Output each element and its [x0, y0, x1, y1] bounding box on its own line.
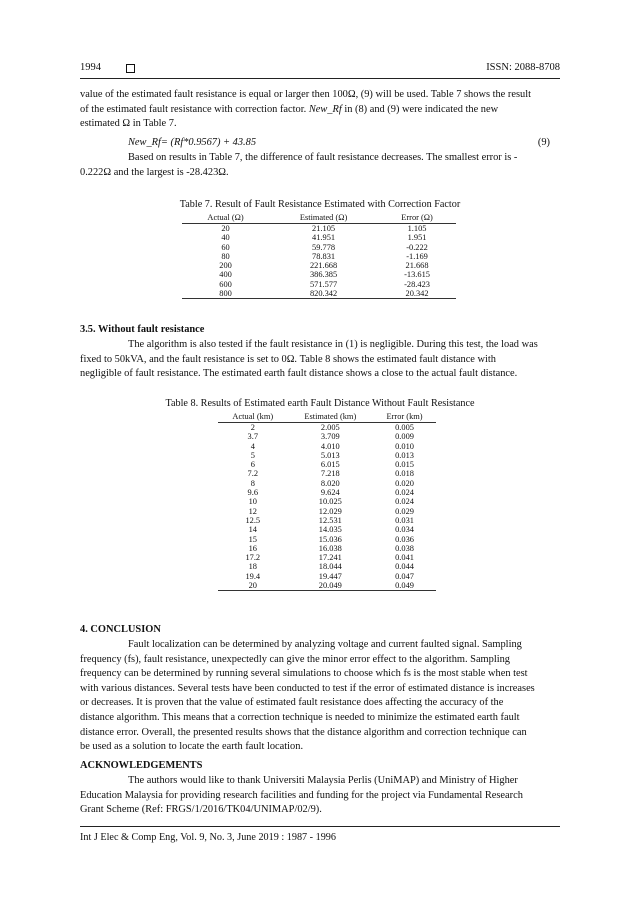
table8-cell: 12	[248, 506, 257, 516]
table8-cell: 20.049	[288, 581, 374, 591]
based-on-line-2: 0.222Ω and the largest is -28.423Ω.	[80, 166, 229, 178]
table8-cell: 18	[248, 562, 257, 572]
table7-cell: 40	[221, 233, 230, 243]
acknowledgements-heading: ACKNOWLEDGEMENTS	[80, 760, 203, 771]
table8-row	[218, 432, 436, 441]
table8-row	[218, 525, 436, 534]
footer-citation: Int J Elec & Comp Eng, Vol. 9, No. 3, June 2019 : 1987 - 1996	[80, 832, 336, 843]
table8-cell: 17.2	[245, 553, 261, 563]
table7-cell: 60	[221, 242, 230, 252]
table8-cell: 19.4	[245, 571, 261, 581]
table7-header-cell: Actual (Ω)	[182, 212, 269, 224]
table8-cell: 0.034	[395, 525, 414, 535]
table7-cell: -13.615	[404, 270, 430, 280]
table8-cell: 14	[248, 525, 257, 535]
table7-cell: 21.668	[405, 261, 429, 271]
table7-cell: 820.342	[269, 289, 378, 299]
table7-cell: 800	[182, 289, 269, 299]
equation-number: (9)	[537, 137, 550, 148]
table7-cell: 600	[219, 279, 232, 289]
table8-cell: 12.5	[245, 515, 261, 525]
table7-row	[182, 224, 456, 234]
table8-cell: 16.038	[318, 543, 342, 553]
table8-header-cell: Actual (km)	[218, 411, 288, 423]
table8-row	[218, 581, 436, 591]
table8-cell: 0.020	[395, 478, 414, 488]
table8-row	[218, 488, 436, 497]
table8-cell: 0.031	[395, 515, 414, 525]
table8-cell: 0.049	[373, 581, 436, 591]
table7-cell: 41.951	[312, 233, 336, 243]
table7-cell: 59.778	[312, 242, 336, 252]
table7-cell: 20	[221, 224, 230, 233]
table8-cell: 9.624	[320, 488, 340, 498]
page-number: 1994	[80, 62, 101, 73]
table7	[182, 212, 456, 299]
table8-row	[218, 423, 436, 433]
table8-cell: 3.7	[247, 432, 259, 442]
table7-cell: 1.951	[407, 233, 427, 243]
table8-cell: 19.447	[318, 571, 342, 581]
table8-cell: 0.013	[395, 450, 414, 460]
italic-term: New_Rf	[308, 103, 342, 115]
table7-row	[182, 233, 456, 242]
conclusion-line-7: distance error. Overall, the presented results shows that the distance algorithm and correction technique can	[80, 726, 527, 738]
table8-cell: 8.020	[320, 478, 340, 488]
table8-cell: 4.010	[320, 441, 340, 451]
table8	[218, 411, 436, 591]
table8-row	[218, 544, 436, 553]
conclusion-line-1: Fault localization can be determined by analyzing voltage and current faulted signal. Sampling	[128, 639, 522, 650]
table8-row	[218, 451, 436, 460]
table8-cell: 7.218	[320, 469, 340, 479]
table8-row	[218, 460, 436, 469]
table8-cell: 4	[250, 441, 255, 451]
ack-line-1: The authors would like to thank Universiti Malaysia Perlis (UniMAP) and Ministry of Higher	[128, 775, 518, 786]
section35-line-2: fixed to 50kVA, and the fault resistance is set to 0Ω. Table 8 shows the estimated fault distance with	[80, 353, 496, 365]
table8-header-cell: Error (km)	[373, 411, 436, 423]
table8-cell: 0.015	[395, 460, 414, 470]
table8-cell: 5.013	[320, 450, 340, 460]
table7-cell: 80	[221, 251, 230, 261]
table8-row	[218, 479, 436, 488]
conclusion-line-4: with various distances. Several tests have been conducted to test if the error of estimated distance is increases	[80, 682, 535, 694]
table7-row	[182, 289, 456, 299]
table7-row	[182, 261, 456, 270]
table8-cell: 0.036	[395, 534, 414, 544]
table7-cell: 400	[219, 270, 232, 280]
table7-cell: 386.385	[309, 270, 338, 280]
table8-cell: 2	[250, 423, 255, 432]
ack-line-2: Education Malaysia for providing research facilities and funding for the project via Fundamental Research	[80, 789, 523, 801]
table8-cell: 14.035	[318, 525, 342, 535]
table8-cell: 10.025	[318, 497, 342, 507]
table8-row	[218, 497, 436, 506]
based-on-line-1: Based on results in Table 7, the difference of fault resistance decreases. The smallest error is -	[128, 152, 518, 163]
table8-row	[218, 507, 436, 516]
section35-line-1: The algorithm is also tested if the fault resistance in (1) is negligible. During this test, the load was	[128, 339, 538, 350]
table7-caption: Table 7. Result of Fault Resistance Estimated with Correction Factor	[179, 199, 461, 210]
conclusion-line-2: frequency (fs), fault resistance, unexpectedly can give the minor error effect to the algorithm. Sampling	[80, 653, 510, 665]
table7-row	[182, 252, 456, 261]
table7-header-cell: Error (Ω)	[378, 212, 456, 224]
intro-line-1: value of the estimated fault resistance is equal or larger then 100Ω, (9) will be used. Table 7 shows the result	[80, 89, 531, 100]
conclusion-line-8: be used as a solution to locate the earth fault location.	[80, 741, 304, 753]
table8-cell: 12.531	[318, 515, 342, 525]
table7-cell: 221.668	[309, 261, 338, 271]
table8-cell: 0.024	[395, 497, 414, 507]
table8-cell: 8	[250, 478, 255, 488]
table7-header-row	[182, 212, 456, 224]
equation-9	[128, 137, 560, 148]
table8-cell: 5	[250, 450, 255, 460]
table8-cell: 6	[250, 460, 255, 470]
table8-cell: 15	[248, 534, 257, 544]
table7-cell: 20.342	[378, 289, 456, 299]
table7-row	[182, 270, 456, 279]
table8-cell: 0.044	[395, 562, 414, 572]
conclusion-line-5: or decreases. It is proven that the value of estimated fault resistance does affecting the accuracy of the	[80, 697, 504, 709]
table8-cell: 0.005	[395, 423, 414, 432]
conclusion-paragraph	[80, 638, 560, 755]
issn-label: ISSN: 2088-8708	[486, 62, 560, 73]
table8-cell: 0.018	[395, 469, 414, 479]
table7-cell: 78.831	[312, 251, 336, 261]
intro-line-3: estimated Ω in Table 7.	[80, 118, 177, 130]
table8-row	[218, 469, 436, 478]
table8-caption: Table 8. Results of Estimated earth Fault Distance Without Fault Resistance	[165, 398, 475, 409]
table7-cell: -28.423	[404, 279, 430, 289]
page-header	[80, 62, 560, 76]
table7-cell: 1.105	[407, 224, 427, 233]
footer-rule	[80, 826, 560, 827]
table8-header-row	[218, 411, 436, 423]
table7-cell: 21.105	[312, 224, 336, 233]
table8-cell: 0.041	[395, 553, 414, 563]
table8-row	[218, 572, 436, 581]
table7-cell: -1.169	[406, 251, 428, 261]
table7-cell: -0.222	[406, 242, 428, 252]
conclusion-line-3: frequency can be determined by running several simulations to choose which fs is the most stable when test	[80, 668, 528, 680]
table8-cell: 18.044	[318, 562, 342, 572]
table8-row	[218, 562, 436, 571]
table8-cell: 0.038	[395, 543, 414, 553]
square-bullet-icon	[126, 64, 135, 73]
table8-row	[218, 535, 436, 544]
table8-header-cell: Estimated (km)	[288, 411, 374, 423]
table8-cell: 0.010	[395, 441, 414, 451]
table8-row	[218, 553, 436, 562]
table8-row	[218, 442, 436, 451]
table8-row	[218, 516, 436, 525]
table7-row	[182, 280, 456, 289]
table7-row	[182, 243, 456, 252]
section-3-5-heading: 3.5. Without fault resistance	[80, 324, 205, 335]
conclusion-heading: 4. CONCLUSION	[80, 624, 161, 635]
table8-cell: 0.029	[395, 506, 414, 516]
ack-line-3: Grant Scheme (Ref: FRGS/1/2016/TK04/UNIMAP/02/9).	[80, 804, 322, 816]
based-on-paragraph	[80, 151, 560, 180]
table8-cell: 7.2	[247, 469, 259, 479]
table8-cell: 10	[248, 497, 257, 507]
table7-cell: 200	[219, 261, 232, 271]
acknowledgements-paragraph	[80, 774, 560, 818]
table8-cell: 0.047	[395, 571, 414, 581]
table8-cell: 0.009	[395, 432, 414, 442]
table8-cell: 20	[218, 581, 288, 591]
section-3-5-paragraph	[80, 338, 560, 382]
table8-cell: 3.709	[320, 432, 340, 442]
table8-cell: 6.015	[320, 460, 340, 470]
table8-cell: 17.241	[318, 553, 342, 563]
section35-line-3: negligible of fault resistance. The estimated earth fault distance shows a close to the actual fault distance.	[80, 368, 518, 380]
table8-cell: 15.036	[318, 534, 342, 544]
table7-cell: 571.577	[309, 279, 338, 289]
header-rule	[80, 78, 560, 79]
equation-text: New_Rf= (Rf*0.9567) + 43.85	[128, 137, 257, 148]
conclusion-line-6: distance algorithm. This means that a correction technique is needed to minimize the estimated earth fault	[80, 711, 520, 723]
table8-cell: 16	[248, 543, 257, 553]
table8-cell: 0.024	[395, 488, 414, 498]
intro-paragraph	[80, 88, 560, 132]
intro-line-2: of the estimated fault resistance with correction factor. New_Rf in (8) and (9) were indicated the new	[80, 103, 499, 115]
table7-header-cell: Estimated (Ω)	[269, 212, 378, 224]
table8-cell: 12.029	[318, 506, 342, 516]
table8-cell: 2.005	[320, 423, 340, 432]
table8-cell: 9.6	[247, 488, 259, 498]
